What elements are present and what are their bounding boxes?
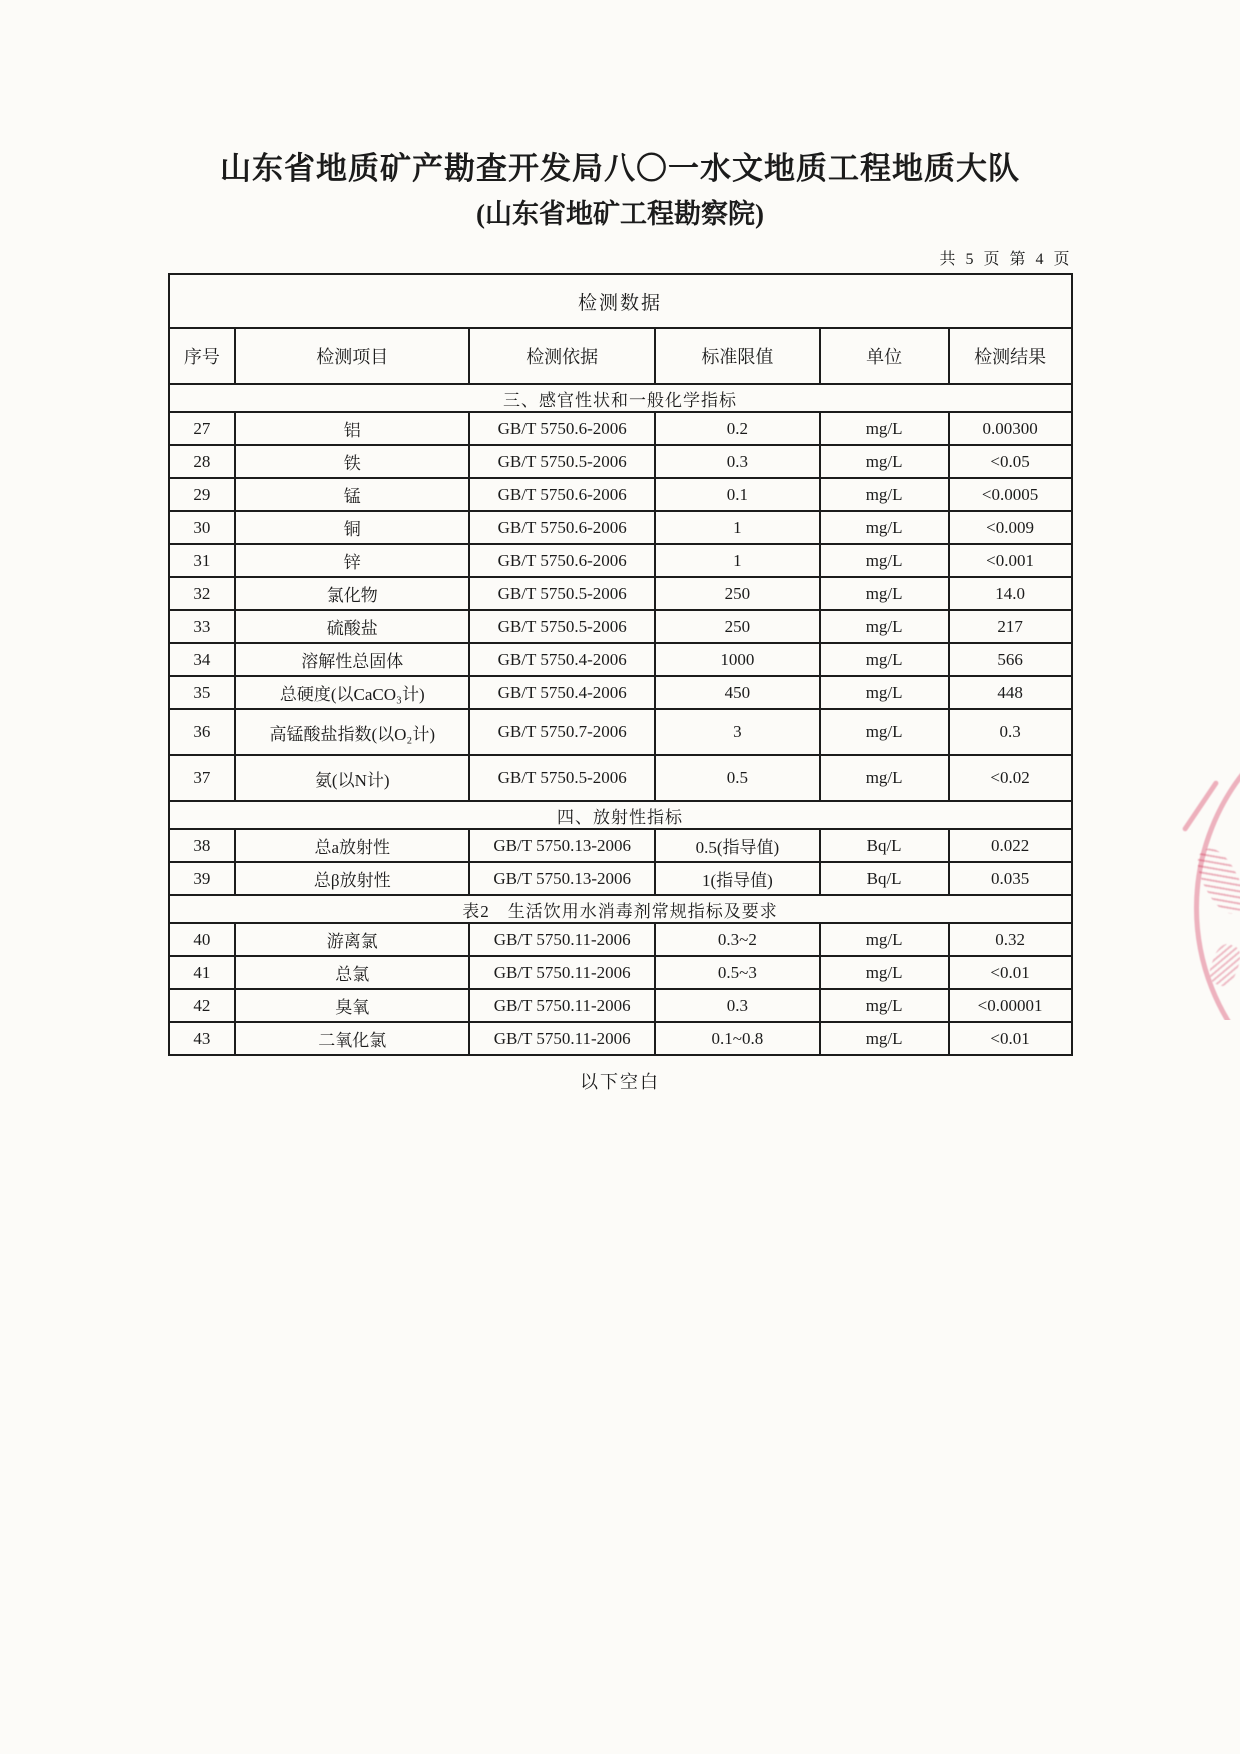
header-method: 检测依据 xyxy=(469,328,655,384)
cell-method: GB/T 5750.6-2006 xyxy=(469,544,655,577)
cell-no: 27 xyxy=(169,412,236,445)
cell-limit: 250 xyxy=(655,577,819,610)
cell-unit: mg/L xyxy=(820,989,949,1022)
section-label: 三、感官性状和一般化学指标 xyxy=(169,384,1072,412)
table-row xyxy=(169,1022,1072,1055)
cell-limit: 1 xyxy=(655,544,819,577)
test-results-table xyxy=(168,273,1073,1056)
table-row xyxy=(169,923,1072,956)
cell-no: 30 xyxy=(169,511,236,544)
cell-method: GB/T 5750.4-2006 xyxy=(469,643,655,676)
cell-no: 39 xyxy=(169,862,236,895)
table-row xyxy=(169,610,1072,643)
table-row xyxy=(169,544,1072,577)
cell-no: 33 xyxy=(169,610,236,643)
results-table-body xyxy=(169,384,1072,1055)
cell-method: GB/T 5750.7-2006 xyxy=(469,709,655,755)
table-row xyxy=(169,412,1072,445)
cell-no: 34 xyxy=(169,643,236,676)
header-no: 序号 xyxy=(169,328,236,384)
table-row xyxy=(169,478,1072,511)
cell-unit: mg/L xyxy=(820,445,949,478)
cell-method: GB/T 5750.11-2006 xyxy=(469,923,655,956)
cell-limit: 450 xyxy=(655,676,819,709)
red-stamp-fragment xyxy=(1178,768,1240,1020)
table-row xyxy=(169,829,1072,862)
cell-result: 0.3 xyxy=(949,709,1072,755)
cell-no: 29 xyxy=(169,478,236,511)
table-title-row xyxy=(169,274,1072,328)
cell-method: GB/T 5750.11-2006 xyxy=(469,1022,655,1055)
section-row xyxy=(169,801,1072,829)
stamp-stroke xyxy=(1182,780,1220,833)
cell-method: GB/T 5750.4-2006 xyxy=(469,676,655,709)
cell-method: GB/T 5750.13-2006 xyxy=(469,862,655,895)
cell-method: GB/T 5750.5-2006 xyxy=(469,610,655,643)
cell-result: 0.022 xyxy=(949,829,1072,862)
cell-no: 40 xyxy=(169,923,236,956)
cell-unit: mg/L xyxy=(820,610,949,643)
header-limit: 标准限值 xyxy=(655,328,819,384)
cell-item: 总β放射性 xyxy=(235,862,469,895)
cell-limit: 0.3~2 xyxy=(655,923,819,956)
cell-method: GB/T 5750.5-2006 xyxy=(469,445,655,478)
cell-item: 二氧化氯 xyxy=(235,1022,469,1055)
cell-item: 锰 xyxy=(235,478,469,511)
stamp-text-blob xyxy=(1190,842,1240,920)
table-title: 检测数据 xyxy=(169,274,1072,328)
cell-limit: 0.2 xyxy=(655,412,819,445)
cell-item: 氨(以N计) xyxy=(235,755,469,801)
title-line-2: (山东省地矿工程勘察院) xyxy=(476,198,764,229)
cell-result: <0.05 xyxy=(949,445,1072,478)
cell-limit: 3 xyxy=(655,709,819,755)
cell-method: GB/T 5750.5-2006 xyxy=(469,577,655,610)
cell-limit: 0.5 xyxy=(655,755,819,801)
cell-item: 总硬度(以CaCO₃计) xyxy=(235,676,469,709)
cell-limit: 0.1 xyxy=(655,478,819,511)
cell-unit: mg/L xyxy=(820,709,949,755)
table-row xyxy=(169,445,1072,478)
cell-result: <0.02 xyxy=(949,755,1072,801)
table-row xyxy=(169,956,1072,989)
cell-unit: mg/L xyxy=(820,1022,949,1055)
cell-method: GB/T 5750.6-2006 xyxy=(469,511,655,544)
cell-no: 28 xyxy=(169,445,236,478)
cell-unit: mg/L xyxy=(820,412,949,445)
below-blank-note: 以下空白 xyxy=(580,1072,660,1093)
section-row xyxy=(169,384,1072,412)
cell-item: 锌 xyxy=(235,544,469,577)
cell-method: GB/T 5750.5-2006 xyxy=(469,755,655,801)
table-row xyxy=(169,577,1072,610)
cell-result: 217 xyxy=(949,610,1072,643)
table-row xyxy=(169,862,1072,895)
cell-limit: 0.5(指导值) xyxy=(655,829,819,862)
cell-method: GB/T 5750.11-2006 xyxy=(469,989,655,1022)
table-row xyxy=(169,989,1072,1022)
cell-limit: 1000 xyxy=(655,643,819,676)
cell-method: GB/T 5750.13-2006 xyxy=(469,829,655,862)
table-header-row xyxy=(169,328,1072,384)
cell-unit: mg/L xyxy=(820,643,949,676)
cell-result: 14.0 xyxy=(949,577,1072,610)
cell-limit: 0.1~0.8 xyxy=(655,1022,819,1055)
cell-item: 高锰酸盐指数(以O₂计) xyxy=(235,709,469,755)
cell-no: 41 xyxy=(169,956,236,989)
section-label: 四、放射性指标 xyxy=(169,801,1072,829)
cell-limit: 1(指导值) xyxy=(655,862,819,895)
cell-result: <0.01 xyxy=(949,1022,1072,1055)
document-title xyxy=(0,148,1240,232)
cell-unit: mg/L xyxy=(820,478,949,511)
cell-unit: mg/L xyxy=(820,956,949,989)
cell-item: 氯化物 xyxy=(235,577,469,610)
stamp-arc xyxy=(1194,768,1240,1020)
cell-unit: mg/L xyxy=(820,755,949,801)
table-row xyxy=(169,511,1072,544)
stamp-text-blob xyxy=(1206,941,1240,989)
cell-item: 铁 xyxy=(235,445,469,478)
cell-unit: mg/L xyxy=(820,923,949,956)
title-line-1: 山东省地质矿产勘查开发局八〇一水文地质工程地质大队 xyxy=(220,151,1020,186)
header-item: 检测项目 xyxy=(235,328,469,384)
cell-unit: mg/L xyxy=(820,544,949,577)
cell-unit: mg/L xyxy=(820,511,949,544)
cell-method: GB/T 5750.11-2006 xyxy=(469,956,655,989)
cell-limit: 1 xyxy=(655,511,819,544)
cell-no: 37 xyxy=(169,755,236,801)
cell-no: 32 xyxy=(169,577,236,610)
cell-no: 43 xyxy=(169,1022,236,1055)
cell-result: <0.01 xyxy=(949,956,1072,989)
cell-item: 总a放射性 xyxy=(235,829,469,862)
cell-no: 31 xyxy=(169,544,236,577)
cell-item: 溶解性总固体 xyxy=(235,643,469,676)
cell-unit: Bq/L xyxy=(820,829,949,862)
table-row xyxy=(169,676,1072,709)
section-label: 表2 生活饮用水消毒剂常规指标及要求 xyxy=(169,895,1072,923)
cell-item: 铝 xyxy=(235,412,469,445)
cell-unit: mg/L xyxy=(820,676,949,709)
cell-item: 臭氧 xyxy=(235,989,469,1022)
header-result: 检测结果 xyxy=(949,328,1072,384)
cell-item: 硫酸盐 xyxy=(235,610,469,643)
cell-result: 448 xyxy=(949,676,1072,709)
cell-limit: 250 xyxy=(655,610,819,643)
cell-no: 36 xyxy=(169,709,236,755)
cell-result: 566 xyxy=(949,643,1072,676)
table-row xyxy=(169,709,1072,755)
cell-unit: Bq/L xyxy=(820,862,949,895)
table-row xyxy=(169,755,1072,801)
cell-result: 0.32 xyxy=(949,923,1072,956)
cell-method: GB/T 5750.6-2006 xyxy=(469,412,655,445)
section-row xyxy=(169,895,1072,923)
cell-result: <0.001 xyxy=(949,544,1072,577)
cell-result: 0.00300 xyxy=(949,412,1072,445)
cell-item: 铜 xyxy=(235,511,469,544)
cell-limit: 0.5~3 xyxy=(655,956,819,989)
cell-method: GB/T 5750.6-2006 xyxy=(469,478,655,511)
cell-limit: 0.3 xyxy=(655,445,819,478)
cell-unit: mg/L xyxy=(820,577,949,610)
cell-item: 总氯 xyxy=(235,956,469,989)
header-unit: 单位 xyxy=(820,328,949,384)
cell-result: <0.00001 xyxy=(949,989,1072,1022)
cell-result: 0.035 xyxy=(949,862,1072,895)
cell-limit: 0.3 xyxy=(655,989,819,1022)
cell-result: <0.0005 xyxy=(949,478,1072,511)
cell-item: 游离氯 xyxy=(235,923,469,956)
page-number-note: 共 5 页 第 4 页 xyxy=(939,251,1073,269)
table-row xyxy=(169,643,1072,676)
cell-no: 35 xyxy=(169,676,236,709)
cell-no: 38 xyxy=(169,829,236,862)
cell-result: <0.009 xyxy=(949,511,1072,544)
cell-no: 42 xyxy=(169,989,236,1022)
